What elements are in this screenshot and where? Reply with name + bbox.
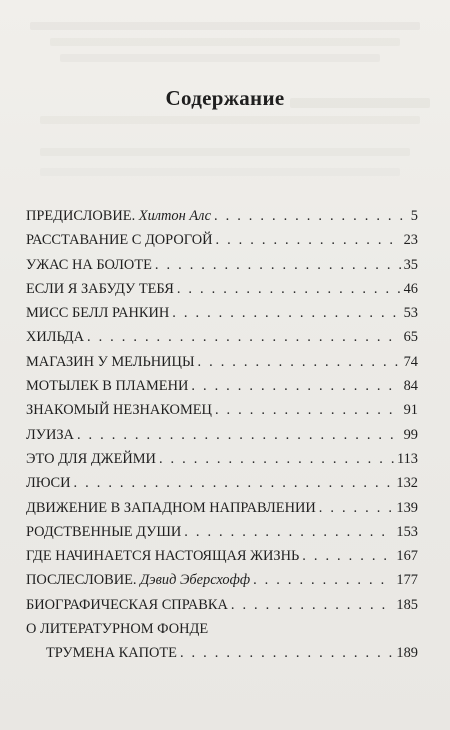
toc-page-number: 46 xyxy=(403,280,418,297)
toc-leader-dots xyxy=(198,350,401,374)
toc-entry-title: ЕСЛИ Я ЗАБУДУ ТЕБЯ xyxy=(26,280,174,297)
bleed-through-mark xyxy=(60,54,380,62)
toc-entry xyxy=(26,325,418,349)
toc-entry-title: О ЛИТЕРАТУРНОМ ФОНДЕ xyxy=(26,621,209,638)
page-title: Содержание xyxy=(165,86,285,110)
toc-leader-dots xyxy=(159,447,394,471)
toc-page-number: 189 xyxy=(396,645,418,662)
toc-entry-author: Хилтон Алс xyxy=(138,208,211,224)
toc-entry-title: ЗНАКОМЫЙ НЕЗНАКОМЕЦ xyxy=(26,402,212,419)
toc-entry xyxy=(26,423,418,447)
toc-page-number: 132 xyxy=(396,475,418,492)
toc-entry-title-continued: ТРУМЕНА КАПОТЕ xyxy=(46,645,177,662)
toc-entry xyxy=(26,447,418,471)
toc-leader-dots xyxy=(184,520,393,544)
toc-entry xyxy=(26,544,418,568)
bleed-through-mark xyxy=(30,22,420,30)
toc-leader-dots xyxy=(74,471,394,495)
toc-page-number: 167 xyxy=(396,548,418,565)
toc-page-number: 91 xyxy=(403,402,418,419)
toc-entry-author: Дэвид Эберсхофф xyxy=(140,572,251,589)
table-of-contents xyxy=(26,204,418,666)
toc-entry-title: ДВИЖЕНИЕ В ЗАПАДНОМ НАПРАВЛЕНИИ xyxy=(26,499,316,516)
toc-entry xyxy=(26,277,418,301)
toc-entry-title: ПОСЛЕСЛОВИЕ. xyxy=(26,572,137,589)
toc-leader-dots xyxy=(214,204,408,228)
toc-page-number: 139 xyxy=(396,499,418,516)
toc-page-number: 23 xyxy=(403,232,418,249)
bleed-through-mark xyxy=(50,38,400,46)
toc-entry xyxy=(26,228,418,252)
toc-entry xyxy=(26,568,418,592)
toc-entry-title: МАГАЗИН У МЕЛЬНИЦЫ xyxy=(26,353,195,370)
toc-page-number: 65 xyxy=(403,329,418,346)
toc-leader-dots xyxy=(253,568,393,592)
toc-entry xyxy=(26,204,418,228)
toc-entry xyxy=(26,471,418,495)
toc-entry-title: ЛЮСИ xyxy=(26,475,71,492)
toc-entry-title: РОДСТВЕННЫЕ ДУШИ xyxy=(26,523,182,540)
toc-entry xyxy=(26,593,418,617)
toc-entry-multiline-first xyxy=(26,617,418,641)
toc-leader-dots xyxy=(215,398,401,422)
toc-entry xyxy=(26,398,418,422)
bleed-through-mark xyxy=(40,116,420,124)
toc-leader-dots xyxy=(302,544,393,568)
toc-entry xyxy=(26,374,418,398)
toc-entry-title: ХИЛЬДА xyxy=(26,329,84,346)
toc-entry-label xyxy=(26,204,211,228)
toc-entry-title: УЖАС НА БОЛОТЕ xyxy=(26,256,152,273)
bleed-through-mark xyxy=(40,148,410,156)
toc-page-number: 5 xyxy=(410,208,418,224)
toc-page-number: 74 xyxy=(403,353,418,370)
toc-leader-dots xyxy=(180,641,393,665)
toc-entry-title: МИСС БЕЛЛ РАНКИН xyxy=(26,305,170,322)
toc-entry-title: РАССТАВАНИЕ С ДОРОГОЙ xyxy=(26,232,213,249)
toc-entry xyxy=(26,496,418,520)
toc-leader-dots xyxy=(319,496,394,520)
toc-leader-dots xyxy=(177,277,401,301)
toc-entry-label xyxy=(26,568,250,592)
toc-leader-dots xyxy=(87,325,401,349)
toc-page-number: 153 xyxy=(396,523,418,540)
toc-leader-dots xyxy=(191,374,400,398)
toc-entry xyxy=(26,350,418,374)
toc-page-number: 53 xyxy=(403,305,418,322)
toc-page-number: 99 xyxy=(403,426,418,443)
toc-entry-title: ГДЕ НАЧИНАЕТСЯ НАСТОЯЩАЯ ЖИЗНЬ xyxy=(26,548,300,565)
toc-entry-title: ЭТО ДЛЯ ДЖЕЙМИ xyxy=(26,450,156,467)
toc-page-number: 177 xyxy=(396,572,418,589)
toc-entry-title: ЛУИЗА xyxy=(26,426,74,443)
toc-leader-dots xyxy=(77,423,401,447)
toc-entry-title: ПРЕДИСЛОВИЕ. xyxy=(26,208,136,224)
toc-leader-dots xyxy=(155,253,401,277)
toc-leader-dots xyxy=(172,301,400,325)
toc-entry-multiline-second xyxy=(26,641,418,665)
toc-leader-dots xyxy=(215,228,400,252)
toc-entry-title: БИОГРАФИЧЕСКАЯ СПРАВКА xyxy=(26,596,228,613)
toc-entry xyxy=(26,301,418,325)
toc-page-number: 84 xyxy=(403,378,418,395)
toc-entry xyxy=(26,520,418,544)
toc-entry-title: МОТЫЛЕК В ПЛАМЕНИ xyxy=(26,378,189,395)
toc-page-number: 35 xyxy=(403,256,418,273)
bleed-through-mark xyxy=(40,168,400,176)
toc-page-number: 185 xyxy=(396,596,418,613)
toc-entry xyxy=(26,253,418,277)
toc-page-number: 113 xyxy=(396,450,418,467)
toc-leader-dots xyxy=(231,593,394,617)
